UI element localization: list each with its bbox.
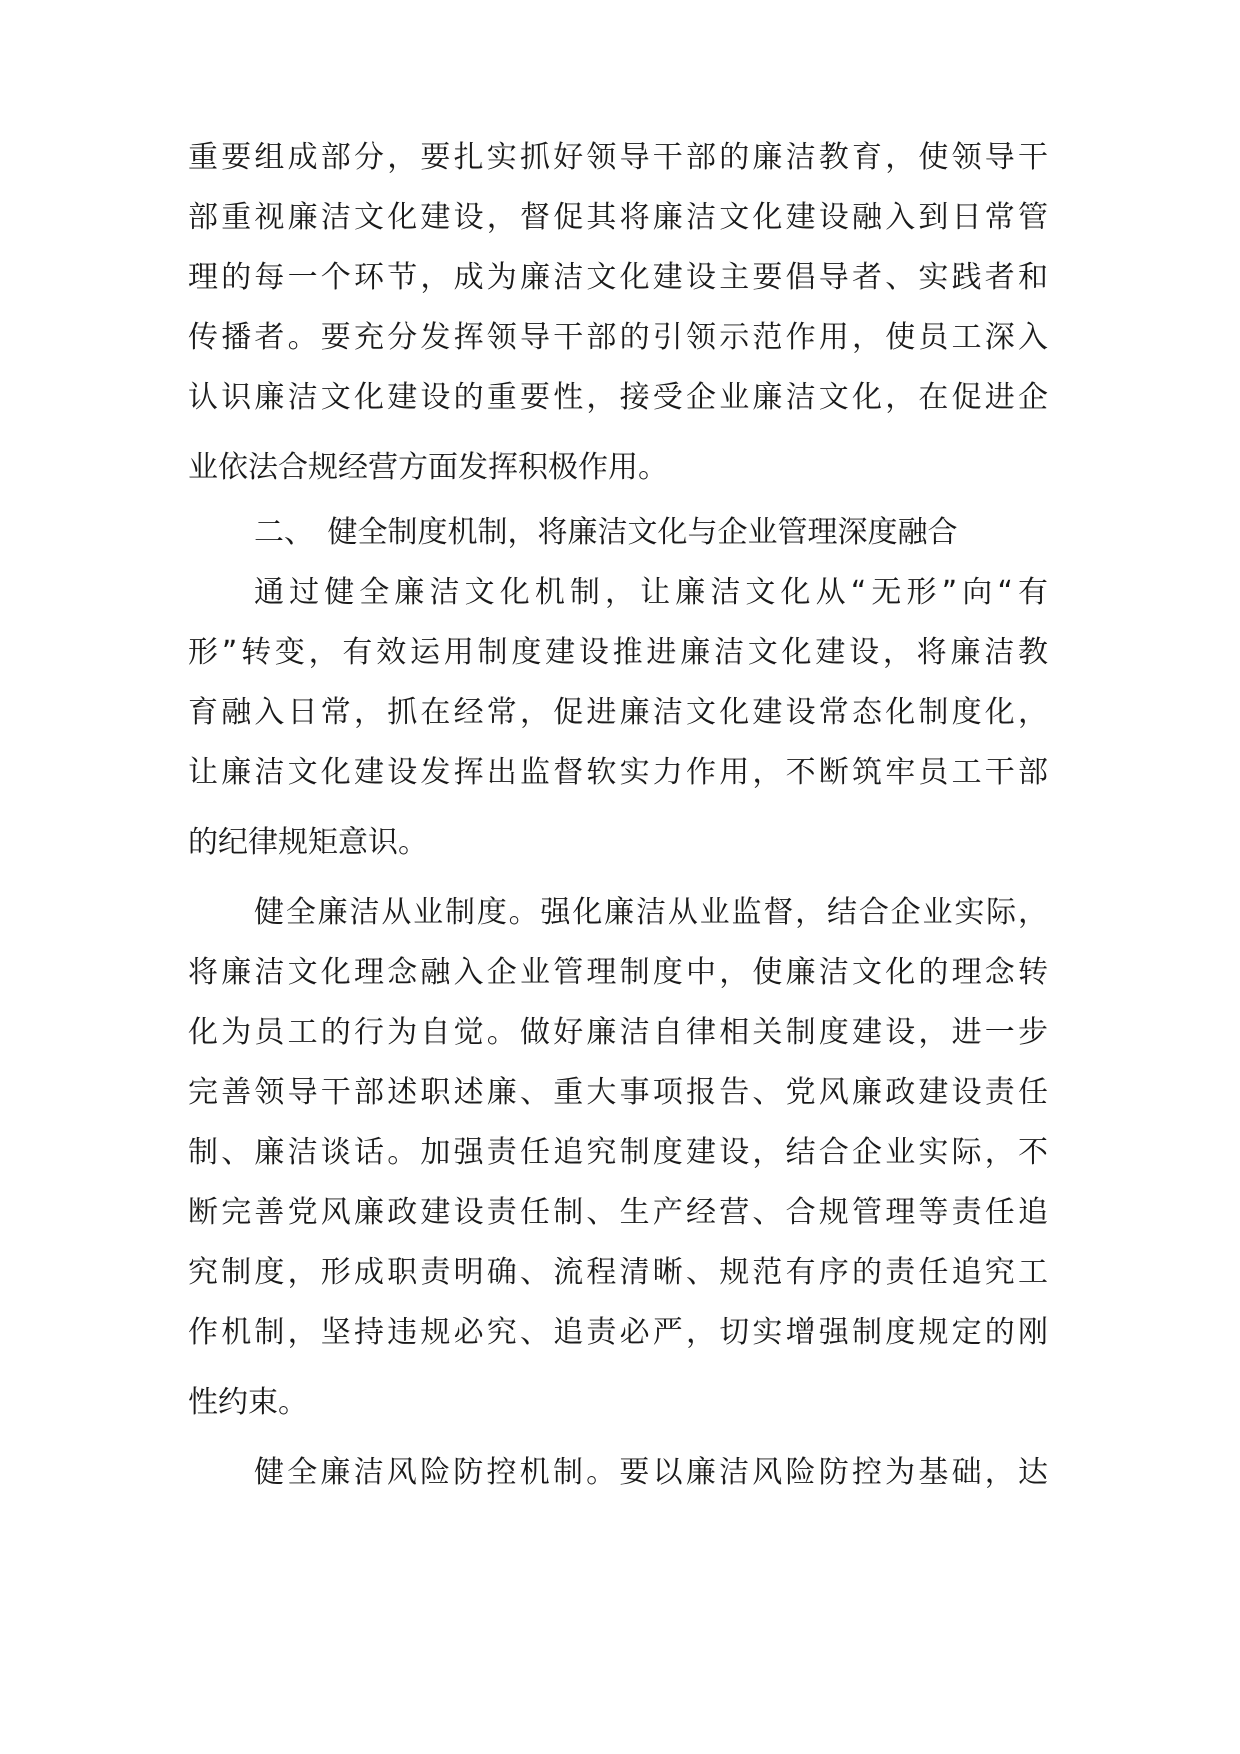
body-text-line: 部重视廉洁文化建设，督促其将廉洁文化建设融入到日常管: [188, 200, 1048, 235]
body-text-line: 的纪律规矩意识。: [188, 825, 428, 860]
body-text-line: 健全廉洁从业制度。强化廉洁从业监督，结合企业实际，: [254, 895, 1048, 930]
body-text-line: 究制度，形成职责明确、流程清晰、规范有序的责任追究工: [188, 1255, 1048, 1290]
body-text-line: 传播者。要充分发挥领导干部的引领示范作用，使员工深入: [188, 320, 1048, 355]
body-text-line: 重要组成部分，要扎实抓好领导干部的廉洁教育，使领导干: [188, 140, 1048, 175]
body-text-line: 让廉洁文化建设发挥出监督软实力作用，不断筑牢员工干部: [188, 755, 1048, 790]
body-text-line: 制、廉洁谈话。加强责任追究制度建设，结合企业实际，不: [188, 1135, 1048, 1170]
body-text-line: 业依法合规经营方面发挥积极作用。: [188, 450, 668, 485]
body-text-line: 完善领导干部述职述廉、重大事项报告、党风廉政建设责任: [188, 1075, 1048, 1110]
body-text-line: 性约束。: [188, 1385, 308, 1420]
body-text-line: 将廉洁文化理念融入企业管理制度中，使廉洁文化的理念转: [188, 955, 1048, 990]
body-text-line: 断完善党风廉政建设责任制、生产经营、合规管理等责任追: [188, 1195, 1048, 1230]
body-text-line: 育融入日常，抓在经常，促进廉洁文化建设常态化制度化，: [188, 695, 1048, 730]
section-heading: 二、 健全制度机制，将廉洁文化与企业管理深度融合: [254, 515, 958, 550]
body-text-line: 认识廉洁文化建设的重要性，接受企业廉洁文化，在促进企: [188, 380, 1048, 415]
body-text-line: 化为员工的行为自觉。做好廉洁自律相关制度建设，进一步: [188, 1015, 1048, 1050]
body-text-line: 健全廉洁风险防控机制。要以廉洁风险防控为基础，达: [254, 1455, 1048, 1490]
body-text-line: 作机制，坚持违规必究、追责必严，切实增强制度规定的刚: [188, 1315, 1048, 1350]
body-text-line: 理的每一个环节，成为廉洁文化建设主要倡导者、实践者和: [188, 260, 1048, 295]
body-text-line: 形”转变，有效运用制度建设推进廉洁文化建设，将廉洁教: [188, 635, 1048, 670]
body-text-line: 通过健全廉洁文化机制，让廉洁文化从“无形”向“有: [254, 575, 1048, 610]
